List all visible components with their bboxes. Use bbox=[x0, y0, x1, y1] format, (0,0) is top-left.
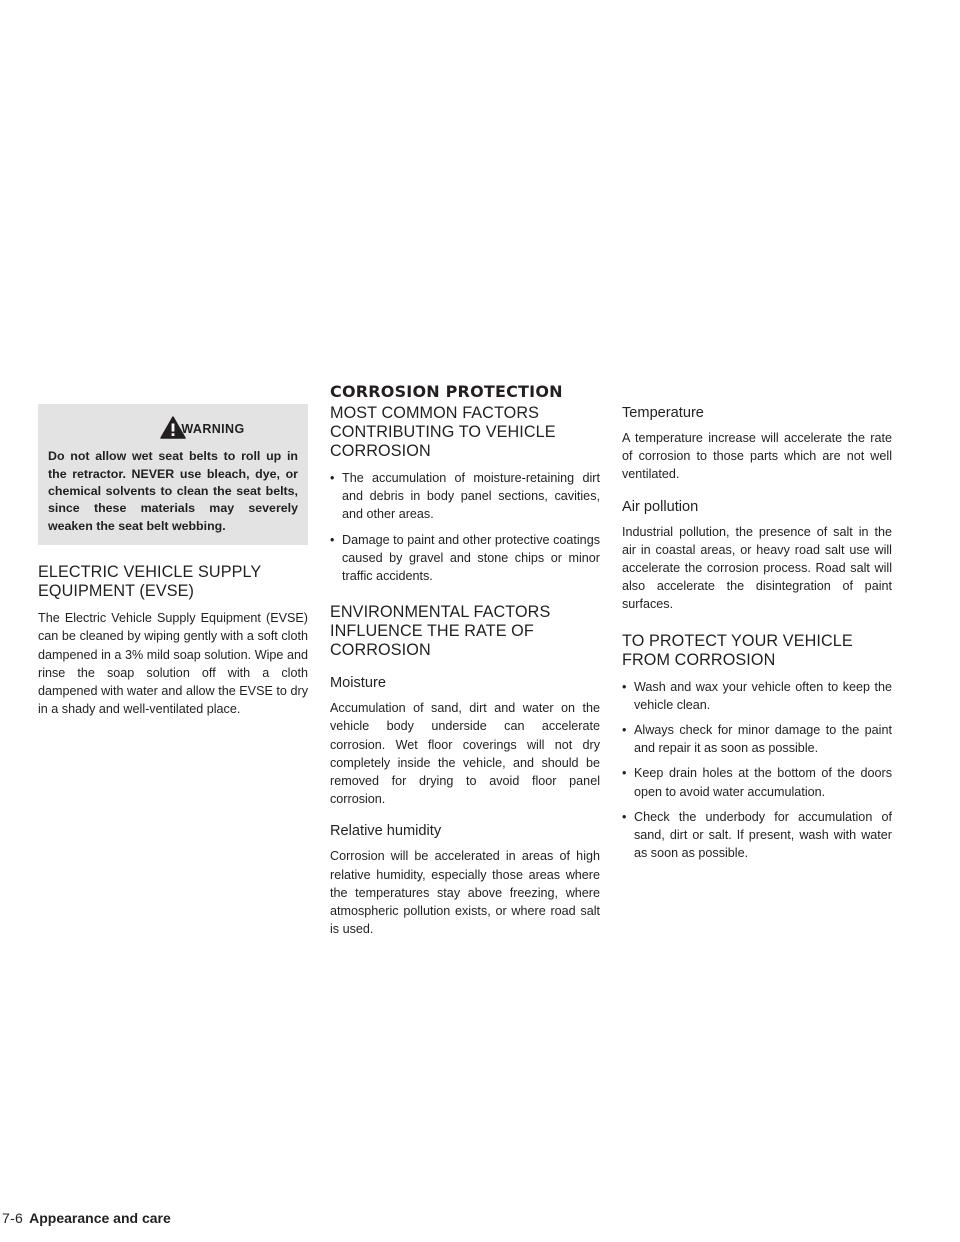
list-item: • Keep drain holes at the bottom of the doors open to avoid water accumulation. bbox=[622, 764, 892, 800]
humidity-heading: Relative humidity bbox=[330, 823, 442, 840]
evse-heading: ELECTRIC VEHICLE SUPPLY EQUIPMENT (EVSE) bbox=[38, 563, 262, 601]
column-left bbox=[38, 404, 308, 718]
evse-text: The Electric Vehicle Supply Equipment (EVSE) can be cleaned by wiping gently with a soft cloth dampened in a 3% mild soap solution. Wipe and rinse the soap solution off with a cloth dampened with water and allow the EVSE to dry in a shady and well-ventilated place. bbox=[38, 611, 308, 717]
environmental-heading: ENVIRONMENTAL FACTORS INFLUENCE THE RATE OF CORROSION bbox=[330, 603, 551, 660]
list-item: • Always check for minor damage to the paint and repair it as soon as possible. bbox=[622, 721, 892, 757]
chapter-title: Appearance and care bbox=[29, 1210, 171, 1226]
warning-header bbox=[48, 416, 298, 438]
column-middle bbox=[330, 404, 600, 938]
warning-box bbox=[38, 404, 308, 545]
warning-label: WARNING bbox=[181, 422, 245, 436]
common-factors-heading: MOST COMMON FACTORS CONTRIBUTING TO VEHICLE CORROSION bbox=[330, 404, 556, 460]
temperature-text: A temperature increase will accelerate the rate of corrosion to those parts which are not well ventilated. bbox=[622, 431, 892, 482]
column-right bbox=[622, 404, 892, 869]
air-pollution-text: Industrial pollution, the presence of salt in the air in coastal areas, or heavy road salt use will accelerate the corrosion process. Road salt will also accelerate the disintegration of paint surfaces. bbox=[622, 524, 892, 612]
common-factors-list bbox=[330, 469, 600, 585]
air-pollution-heading: Air pollution bbox=[622, 498, 699, 515]
section-title: CORROSION PROTECTION bbox=[330, 382, 563, 401]
page-number: 7-6 bbox=[2, 1210, 24, 1226]
page-footer bbox=[2, 1210, 171, 1226]
moisture-heading: Moisture bbox=[330, 675, 386, 692]
list-item: • Check the underbody for accumulation of sand, dirt or salt. If present, wash with water as soon as possible. bbox=[622, 808, 892, 863]
list-item: • The accumulation of moisture-retaining dirt and debris in body panel sections, cavities, and other areas. bbox=[330, 469, 600, 524]
list-item: • Damage to paint and other protective coatings caused by gravel and stone chips or minor traffic accidents. bbox=[330, 531, 600, 586]
list-item: • Wash and wax your vehicle often to keep the vehicle clean. bbox=[622, 678, 892, 714]
temperature-heading: Temperature bbox=[622, 405, 704, 421]
protect-list bbox=[622, 678, 892, 863]
protect-heading: TO PROTECT YOUR VEHICLE FROM CORROSION bbox=[622, 631, 853, 669]
moisture-text: Accumulation of sand, dirt and water on the vehicle body underside can accelerate corrosion. Wet floor coverings will not dry completely inside the vehicle, and should be removed for drying to avoid floor panel corrosion. bbox=[330, 701, 600, 807]
humidity-text: Corrosion will be accelerated in areas of high relative humidity, especially those areas where the temperatures stay above freezing, where atmospheric pollution exists, or where road salt is used. bbox=[330, 849, 600, 937]
warning-text: Do not allow wet seat belts to roll up in the retractor. NEVER use bleach, dye, or chemical solvents to clean the seat belts, since these materials may severely weaken the seat belt webbing. bbox=[48, 449, 298, 533]
